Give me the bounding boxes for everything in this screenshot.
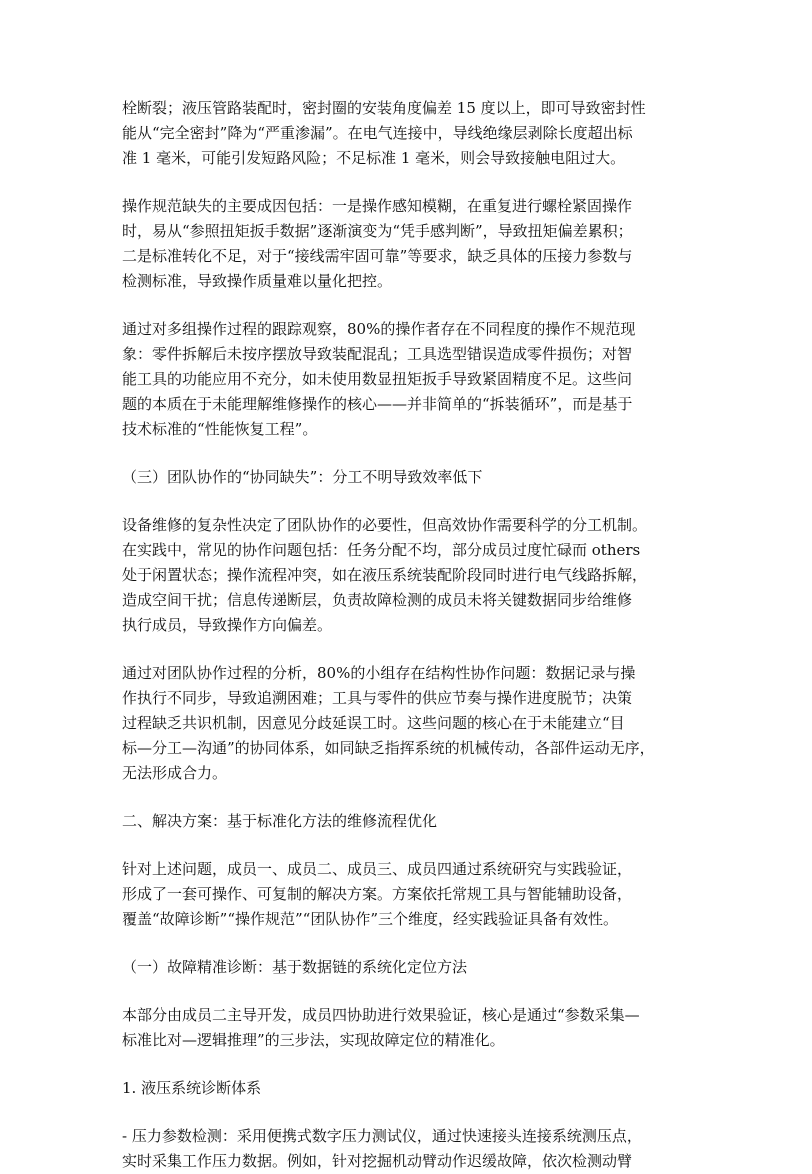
text-line: 造成空间干扰；信息传递断层，负责故障检测的成员未将关键数据同步给维修 [122,591,633,609]
section-heading: 二、解决方案：基于标准化方法的维修流程优化 [122,812,438,830]
text-line: 标准比对—逻辑推理”的三步法，实现故障定位的精准化。 [122,1031,505,1049]
text-line: 实时采集工作压力数据。例如，针对挖掘机动臂动作迟缓故障，依次检测动臂 [122,1152,633,1170]
text-line: 形成了一套可操作、可复制的解决方案。方案依托常规工具与智能辅助设备， [122,885,633,903]
text-line: 无法形成合力。 [122,764,228,782]
text-line: 时，易从“参照扭矩扳手数据”逐渐演变为“凭手感判断”，导致扭矩偏差累积； [122,222,633,240]
text-line: 准 1 毫米，可能引发短路风险；不足标准 1 毫米，则会导致接触电阻过大。 [122,149,626,167]
text-line: - 压力参数检测：采用便携式数字压力测试仪，通过快速接头连接系统测压点， [122,1127,642,1145]
text-line: 题的本质在于未能理解维修操作的核心——并非简单的“拆装循环”，而是基于 [122,395,633,413]
section-heading: （三）团队协作的“协同缺失”：分工不明导致效率低下 [122,468,483,486]
text-line: 标—分工—沟通”的协同体系，如同缺乏指挥系统的机械传动，各部件运动无序， [122,739,655,757]
paragraph [122,96,702,171]
text-line: 检测标准，导致操作质量难以量化把控。 [122,272,393,290]
text-line: 覆盖“故障诊断”“操作规范”“团队协作”三个维度，经实践验证具备有效性。 [122,910,619,928]
text-line: 栓断裂；液压管路装配时，密封圈的安装角度偏差 15 度以上，即可导致密封性 [122,99,646,117]
paragraph [122,1124,702,1174]
text-line: 处于闲置状态；操作流程冲突，如在液压系统装配阶段同时进行电气线路拆解， [122,566,648,584]
text-line: 通过对多组操作过程的跟踪观察，80%的操作者存在不同程度的操作不规范现 [122,320,636,338]
text-line: 通过对团队协作过程的分析，80%的小组存在结构性协作问题：数据记录与操 [122,664,636,682]
text-line: 二是标准转化不足，对于“接线需牢固可靠”等要求，缺乏具体的压接力参数与 [122,247,633,265]
text-line: 本部分由成员二主导开发，成员四协助进行效果验证，核心是通过“参数采集— [122,1006,640,1024]
text-line: 能工具的功能应用不充分，如未使用数显扭矩扳手导致紧固精度不足。这些问 [122,370,633,388]
paragraph [122,857,702,932]
section-heading: 1. 液压系统诊断体系 [122,1079,262,1097]
section-heading: （一）故障精准诊断：基于数据链的系统化定位方法 [122,958,468,976]
paragraph [122,661,702,786]
text-line: 作执行不同步，导致追溯困难；工具与零件的供应节奏与操作进度脱节；决策 [122,689,633,707]
paragraph [122,513,702,638]
paragraph [122,194,702,294]
text-line: 能从“完全密封”降为“严重渗漏”。在电气连接中，导线绝缘层剥除长度超出标 [122,124,633,142]
paragraph [122,317,702,442]
text-line: 设备维修的复杂性决定了团队协作的必要性，但高效协作需要科学的分工机制。 [122,516,648,534]
paragraph [122,1003,702,1053]
text-line: 操作规范缺失的主要成因包括：一是操作感知模糊，在重复进行螺栓紧固操作 [122,197,633,215]
text-line: 执行成员，导致操作方向偏差。 [122,616,333,634]
text-line: 技术标准的“性能恢复工程”。 [122,420,318,438]
text-line: 针对上述问题，成员一、成员二、成员三、成员四通过系统研究与实践验证， [122,860,633,878]
text-line: 过程缺乏共识机制，因意见分歧延误工时。这些问题的核心在于未能建立“目 [122,714,625,732]
text-line: 在实践中，常见的协作问题包括：任务分配不均，部分成员过度忙碌而 others [122,541,641,559]
text-line: 象：零件拆解后未按序摆放导致装配混乱；工具选型错误造成零件损伤；对智 [122,345,633,363]
